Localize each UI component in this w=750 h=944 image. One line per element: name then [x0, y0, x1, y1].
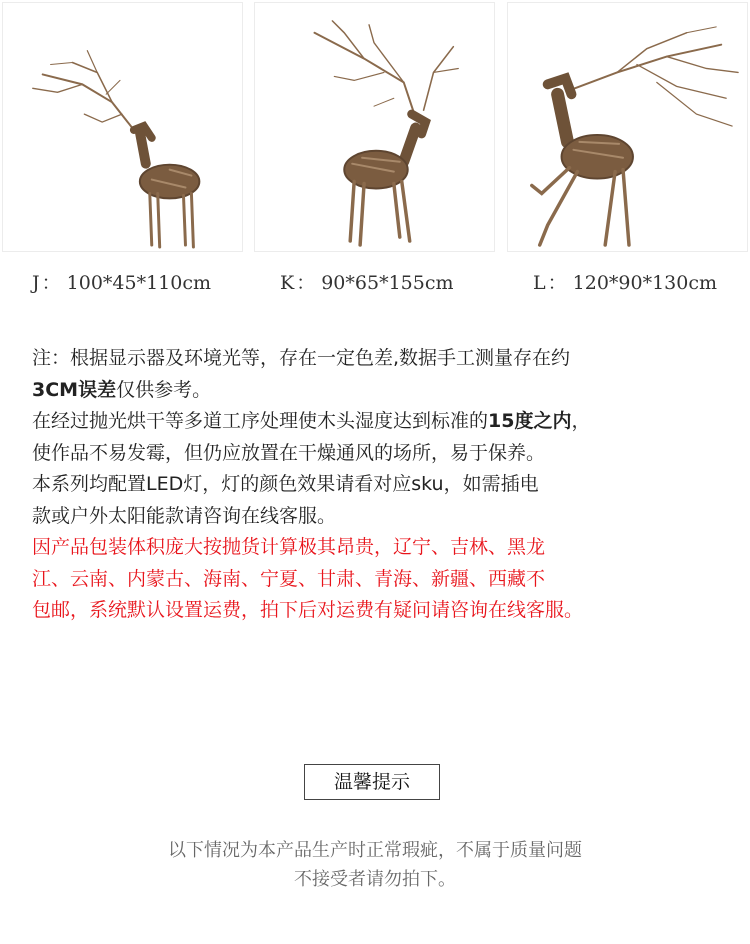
shipping-text: 包邮，系统默认设置运费，拍下后对运费有疑问请咨询在线客服。 — [32, 599, 584, 621]
label-colon: ： — [296, 272, 316, 294]
warm-tips-heading: 温馨提示 — [304, 764, 440, 800]
shipping-text: 因产品包装体积庞大按抛货计算极其昂贵，辽宁、吉林、黑龙 — [32, 536, 546, 558]
dimension-label-j — [32, 268, 211, 295]
note-text: ， — [571, 410, 591, 432]
note-text: 使作品不易发霉，但仍应放置在干燥通风的场所，易于保养。 — [32, 441, 546, 464]
label-colon: ： — [547, 272, 567, 294]
driftwood-deer-l-image — [508, 3, 747, 251]
note-text: 注：根据显示器及环境光等，存在一定色差,数据手工测量存在约 — [32, 347, 571, 369]
note-emphasis: 3CM误差 — [32, 378, 117, 401]
product-image-j — [2, 2, 243, 252]
color-disclaimer — [32, 343, 732, 406]
note-text: 本系列均配置LED灯，灯的颜色效果请看对应sku，如需插电 — [32, 473, 539, 495]
dimension-label-l — [533, 268, 717, 295]
product-notes — [32, 343, 732, 627]
note-text: 款或户外太阳能款请咨询在线客服。 — [32, 504, 337, 527]
driftwood-deer-k-image — [255, 3, 494, 251]
defect-disclaimer — [0, 836, 750, 894]
product-image-k — [254, 2, 495, 252]
note-text: 在经过抛光烘干等多道工序处理使木头湿度达到标准的 — [32, 410, 489, 432]
driftwood-deer-j-image — [3, 3, 242, 251]
label-colon: ： — [41, 272, 61, 294]
note-text: 仅供参考。 — [116, 378, 212, 401]
product-code: J — [32, 272, 40, 294]
product-dimensions: 100*45*110cm — [66, 272, 212, 294]
shipping-notice — [32, 532, 732, 627]
shipping-text: 江、云南、内蒙古、海南、宁夏、甘肃、青海、新疆、西藏不 — [32, 567, 546, 590]
disclaimer-line: 以下情况为本产品生产时正常瑕疵，不属于质量问题 — [168, 840, 582, 861]
product-dimensions: 120*90*130cm — [572, 272, 718, 294]
product-image-l — [507, 2, 748, 252]
product-code: L — [533, 272, 546, 294]
disclaimer-line: 不接受者请勿拍下。 — [294, 869, 456, 890]
led-note — [32, 469, 732, 532]
product-code: K — [280, 272, 295, 294]
dimension-label-k — [280, 268, 454, 295]
note-emphasis: 15度之内 — [488, 410, 572, 432]
moisture-note — [32, 406, 732, 469]
product-dimensions: 90*65*155cm — [321, 272, 454, 294]
